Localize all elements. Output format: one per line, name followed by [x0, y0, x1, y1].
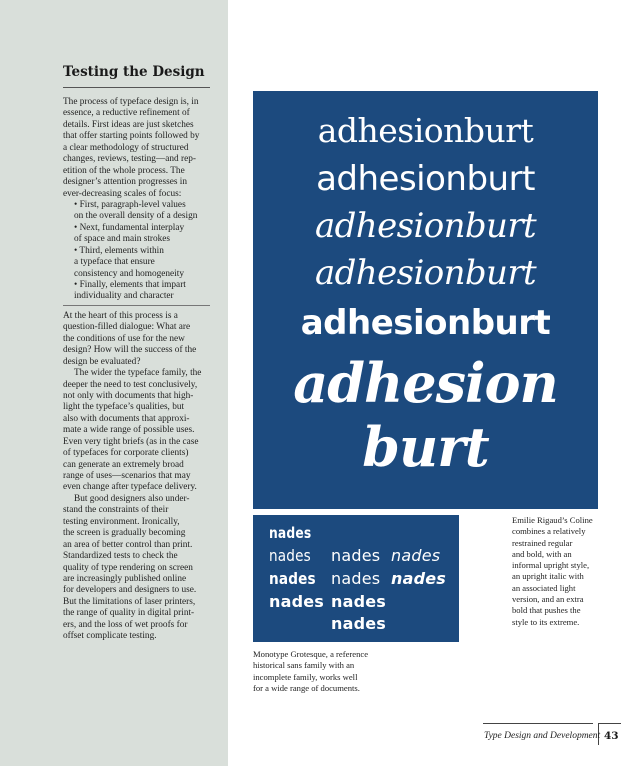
body-text-line: design? How will the success of the: [63, 345, 197, 356]
caption-line: incomplete family, works well: [253, 671, 358, 682]
specimen-line-extra-bold-2: burt: [362, 415, 489, 479]
body-text-line: • First, paragraph-level values: [74, 199, 186, 210]
caption-line: style to its extreme.: [512, 616, 580, 627]
body-text-line: a typeface that ensure: [74, 257, 155, 268]
sidebar-title-rule: [63, 87, 210, 88]
body-text-line: also with documents that approxi-: [63, 413, 190, 424]
body-text-line: range of uses—scenarios that may: [63, 471, 191, 481]
body-text-line: Even very tight briefs (as in the case: [63, 436, 199, 447]
body-text-line: stand the constraints of their: [63, 505, 169, 516]
nades-medium: nades: [331, 569, 381, 588]
sidebar-body-text: [63, 97, 215, 643]
caption-line: for a wide range of documents.: [253, 682, 360, 693]
body-text-line: ever-decreasing scales of focus:: [63, 188, 182, 199]
body-text-line: of typefaces for corporate clients): [63, 448, 189, 459]
caption-line: historical sans family with an: [253, 660, 355, 671]
nades-extra-bold: nades: [331, 614, 387, 633]
caption-line: Monotype Grotesque, a reference: [253, 649, 369, 659]
caption-line: combines a relatively: [512, 526, 586, 537]
body-text-line: details. First ideas are just sketches: [63, 119, 194, 130]
body-text-line: individuality and character: [74, 291, 174, 302]
body-text-line: The wider the typeface family, the: [74, 368, 202, 379]
body-text-line: on the overall density of a design: [74, 211, 198, 222]
page-number: 43: [604, 730, 619, 742]
body-text-line: • Next, fundamental interplay: [74, 222, 185, 233]
nades-bold: nades: [331, 592, 387, 611]
body-text-line: the screen is gradually becoming: [63, 528, 186, 539]
body-text-line: But the limitations of laser printers,: [63, 596, 196, 607]
body-text-line: design be evaluated?: [63, 356, 141, 367]
body-text-line: the conditions of use for the new: [63, 333, 185, 344]
specimen-line-bold: adhesionburt: [300, 303, 551, 343]
body-text-line: a clear methodology of structured: [63, 142, 189, 153]
specimen-line-italic: adhesionburt: [314, 253, 537, 293]
nades-condensed-bold: nades: [269, 524, 312, 542]
body-text-line: ers, and the loss of wet proofs for: [63, 619, 188, 630]
specimen-line-italic-light: adhesionburt: [314, 206, 537, 246]
footer-rule: [483, 723, 593, 724]
body-text-line: • Third, elements within: [74, 245, 164, 256]
body-text-line: At the heart of this process is a: [63, 310, 178, 321]
specimen-line-regular: adhesionburt: [316, 159, 535, 199]
body-text-line: an area of better control than print.: [63, 539, 193, 550]
caption-line: bold that pushes the: [512, 605, 581, 616]
caption-line: informal upright style,: [512, 560, 590, 571]
caption-line: an upright italic with: [512, 571, 584, 582]
body-text-line: But good designers also under-: [74, 493, 190, 504]
body-text-line: Standardized tests to check the: [63, 551, 178, 562]
caption-line: an associated light: [512, 582, 576, 593]
body-text-line: offset complicate testing.: [63, 631, 157, 642]
grotesque-specimen-panel: [253, 515, 459, 642]
body-text-line: of space and main strokes: [74, 234, 171, 245]
body-text-line: are increasingly published online: [63, 573, 187, 584]
sidebar-list-rule: [63, 305, 210, 306]
body-text-line: etition of the whole process. The: [63, 165, 185, 176]
body-text-line: deeper the need to test conclusively,: [63, 379, 198, 390]
specimen-line-extra-bold-1: adhesion: [293, 351, 558, 415]
body-text-line: quality of type rendering on screen: [63, 562, 193, 573]
body-text-line: The process of typeface design is, in: [63, 97, 199, 107]
body-text-line: • Finally, elements that impart: [74, 280, 186, 290]
footer-rule-tail: [599, 723, 621, 724]
nades-italic: nades: [391, 546, 441, 565]
body-text-line: can generate an extremely broad: [63, 459, 184, 470]
body-text-line: the range of quality in digital print-: [63, 608, 195, 619]
body-text-line: mate a wide range of possible uses.: [63, 425, 195, 436]
caption-line: version, and an extra: [512, 594, 584, 605]
specimen-line-light: adhesionburt: [317, 111, 534, 150]
body-text-line: light the typeface’s qualities, but: [63, 402, 185, 413]
sidebar-body-part-2: [63, 311, 215, 643]
body-text-line: designer’s attention progresses in: [63, 177, 188, 188]
running-title: Type Design and Development: [484, 731, 601, 741]
body-text-line: that offer starting points followed by: [63, 131, 200, 142]
caption-line: and bold, with an: [512, 548, 572, 559]
nades-medium-italic: nades: [391, 569, 447, 588]
nades-condensed-medium: nades: [269, 569, 316, 588]
nades-condensed-heavy: nades: [269, 592, 325, 611]
caption-line: Emilie Rigaud’s Coline: [512, 515, 593, 525]
body-text-line: changes, reviews, testing—and rep-: [63, 154, 196, 165]
nades-regular: nades: [331, 546, 381, 565]
sidebar-body-part-1: [63, 97, 215, 303]
body-text-line: even change after typeface delivery.: [63, 482, 197, 493]
body-text-line: testing environment. Ironically,: [63, 516, 180, 527]
coline-specimen-panel: [253, 91, 598, 509]
caption-line: restrained regular: [512, 537, 573, 548]
body-text-line: consistency and homogeneity: [74, 268, 184, 279]
caption-coline: [512, 515, 612, 628]
body-text-line: question-filled dialogue: What are: [63, 322, 191, 333]
sidebar-title: Testing the Design: [63, 64, 205, 80]
body-text-line: not only with documents that high-: [63, 390, 194, 401]
caption-grotesque: [253, 649, 453, 694]
body-text-line: essence, a reductive refinement of: [63, 108, 190, 119]
body-text-line: for developers and designers to use.: [63, 585, 197, 596]
nades-condensed-regular: nades: [269, 546, 311, 565]
